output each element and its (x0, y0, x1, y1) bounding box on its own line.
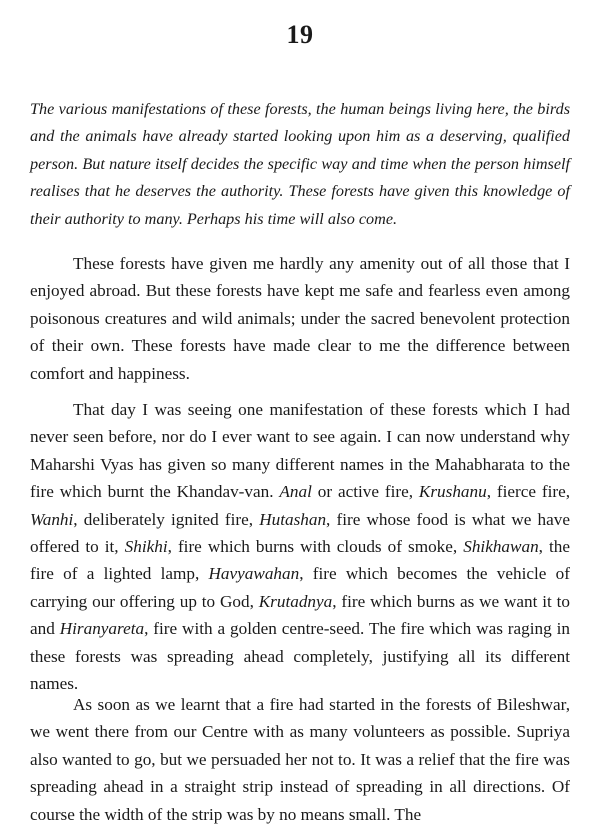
fire-names-text-7: , the fire of a lighted lamp, (30, 537, 571, 584)
body-paragraph-fire-names (30, 396, 570, 697)
fire-name-shikhawan: Shikhawan (463, 537, 539, 557)
fire-names-text-5: , fire whose food is what we have offered to it, (30, 509, 570, 557)
fire-names-text-9: , fire which burns as we want it to and (30, 591, 570, 639)
page-number: 19 (286, 20, 314, 49)
fire-name-krushanu: Krushanu (418, 482, 487, 502)
fire-name-hiranyareta: Hiranyareta (59, 619, 145, 639)
fire-names-text-2: or active fire, (311, 482, 419, 502)
fire-names-sentence-1: That day I was seeing one manifestation of these forests which I had never seen before, nor do I ever want to see again. I can now understand why Maharshi Vyas has given so many different names in the Mahabharata to the fire which burnt the Khandav-van. (30, 400, 570, 502)
fire-name-wanhi: Wanhi (30, 509, 74, 529)
body-paragraph-bileshwar-fire: As soon as we learnt that a fire had started in the forests of Bileshwar, we went there from our Centre with as many volunteers as possible. Supriya also wanted to go, but we persuaded her not to. It was a relief that the fire was spreading ahead in a straight strip instead of spreading in all directions. Of course the width of the strip was by no means small. The (30, 695, 570, 824)
fire-name-anal: Anal (279, 482, 312, 502)
fire-names-text-6: , fire which burns with clouds of smoke, (167, 537, 464, 557)
fire-name-krutadnya: Krutadnya (258, 591, 333, 611)
fire-names-text-4: , deliberately ignited fire, (73, 509, 260, 529)
fire-names-text-10: , fire with a golden centre-seed. The fire which was raging in these forests was spreading ahead completely, justifying all its different names. (30, 619, 570, 694)
fire-names-text-3: , fierce fire, (486, 482, 571, 502)
body-paragraph-forests-amenity: These forests have given me hardly any amenity out of all those that I enjoyed abroad. But these forests have kept me safe and fearless even among poisonous creatures and wild animals; under the sacred benevolent protection of their own. These forests have made clear to me the difference between comfort and happiness. (30, 254, 570, 383)
fire-names-text-8: , fire which becomes the vehicle of carrying our offering up to God, (30, 564, 570, 611)
fire-name-shikhi: Shikhi (124, 537, 168, 557)
italic-intro-paragraph: The various manifestations of these forests, the human beings living here, the birds and the animals have already started looking upon him as a deserving, qualified person. But nature itself decides the specific way and time when the person himself realises that he deserves the authority. These forests have given this knowledge of their authority to many. Perhaps his time will also come. (30, 100, 570, 228)
fire-name-havyawahan: Havyawahan (208, 564, 300, 584)
fire-name-hutashan: Hutashan (259, 509, 327, 529)
